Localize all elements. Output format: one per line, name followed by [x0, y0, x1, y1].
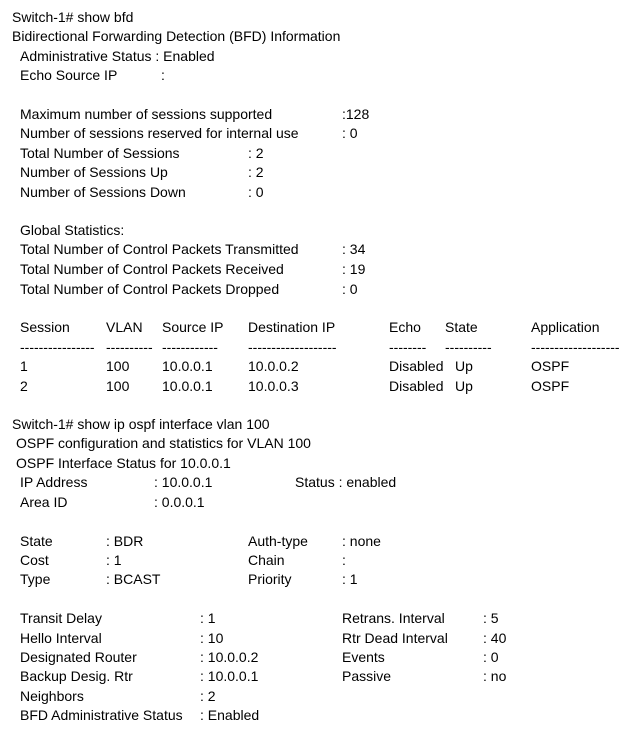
cell-vlan: 100: [106, 378, 130, 394]
retrans-interval-label: Retrans. Interval: [342, 610, 445, 626]
col-header-session: Session: [20, 319, 70, 335]
cell-source-ip: 10.0.0.1: [162, 358, 213, 374]
max-sessions-value: :128: [342, 106, 370, 122]
backup-desig-rtr-label: Backup Desig. Rtr: [20, 668, 133, 684]
ip-address-label: IP Address: [20, 474, 88, 490]
sessions-down-label: Number of Sessions Down: [20, 184, 186, 200]
cell-destination-ip: 10.0.0.2: [248, 358, 299, 374]
cell-application: OSPF: [531, 378, 570, 394]
area-id-label: Area ID: [20, 494, 68, 510]
auth-type-label: Auth-type: [248, 533, 308, 549]
rtr-dead-interval-label: Rtr Dead Interval: [342, 630, 448, 646]
global-stats-heading: Global Statistics:: [20, 222, 125, 238]
retrans-interval-value: : 5: [483, 610, 499, 626]
bfd-admin-status: Administrative Status : Enabled: [20, 48, 215, 64]
cost-label: Cost: [20, 552, 49, 568]
col-header-application: Application: [531, 319, 600, 335]
cell-state: Up: [455, 358, 473, 374]
sessions-up-value: : 2: [248, 164, 264, 180]
transit-delay-value: : 1: [200, 610, 216, 626]
echo-source-label: Echo Source IP: [20, 67, 118, 83]
passive-label: Passive: [342, 668, 392, 684]
state-value: : BDR: [106, 533, 144, 549]
bfd-admin-status-label: BFD Administrative Status: [20, 707, 183, 723]
col-divider-source-ip: ------------: [162, 339, 218, 355]
events-label: Events: [342, 649, 385, 665]
bfd-command-line: Switch-1# show bfd: [12, 9, 134, 25]
col-divider-session: ----------------: [20, 339, 95, 355]
col-divider-application: -------------------: [531, 339, 620, 355]
priority-value: : 1: [342, 571, 358, 587]
ctrl-tx-value: : 34: [342, 241, 366, 257]
priority-label: Priority: [248, 571, 292, 587]
sessions-up-label: Number of Sessions Up: [20, 164, 168, 180]
col-header-vlan: VLAN: [106, 319, 143, 335]
col-divider-echo: --------: [389, 339, 427, 355]
col-divider-state: ----------: [445, 339, 492, 355]
neighbors-label: Neighbors: [20, 688, 84, 704]
total-sessions-label: Total Number of Sessions: [20, 145, 180, 161]
backup-desig-rtr-value: : 10.0.0.1: [200, 668, 259, 684]
bfd-admin-status-value: : Enabled: [200, 707, 260, 723]
type-label: Type: [20, 571, 51, 587]
reserved-sessions-value: : 0: [342, 125, 358, 141]
bfd-heading: Bidirectional Forwarding Detection (BFD) Information: [12, 28, 341, 44]
cell-echo: Disabled: [389, 378, 444, 394]
cell-application: OSPF: [531, 358, 570, 374]
cell-echo: Disabled: [389, 358, 444, 374]
designated-router-value: : 10.0.0.2: [200, 649, 259, 665]
events-value: : 0: [483, 649, 499, 665]
chain-value: :: [342, 552, 346, 568]
passive-value: : no: [483, 668, 507, 684]
ctrl-drop-value: : 0: [342, 281, 358, 297]
max-sessions-label: Maximum number of sessions supported: [20, 106, 273, 122]
cell-state: Up: [455, 378, 473, 394]
col-header-destination-ip: Destination IP: [248, 319, 336, 335]
col-divider-vlan: ----------: [106, 339, 153, 355]
area-id-value: : 0.0.0.1: [154, 494, 205, 510]
ctrl-tx-label: Total Number of Control Packets Transmitted: [20, 241, 299, 257]
cell-source-ip: 10.0.0.1: [162, 378, 213, 394]
hello-interval-value: : 10: [200, 630, 224, 646]
col-divider-destination-ip: -------------------: [248, 339, 337, 355]
type-value: : BCAST: [106, 571, 161, 587]
ctrl-rx-label: Total Number of Control Packets Received: [20, 261, 284, 277]
hello-interval-label: Hello Interval: [20, 630, 102, 646]
echo-source-value: :: [161, 67, 165, 83]
cell-destination-ip: 10.0.0.3: [248, 378, 299, 394]
state-label: State: [20, 533, 53, 549]
ospf-config-heading: OSPF configuration and statistics for VLAN 100: [16, 435, 311, 451]
ip-address-value: : 10.0.0.1: [154, 474, 213, 490]
sessions-down-value: : 0: [248, 184, 264, 200]
cell-session: 1: [20, 358, 28, 374]
chain-label: Chain: [248, 552, 285, 568]
reserved-sessions-label: Number of sessions reserved for internal use: [20, 125, 299, 141]
ospf-interface-status: OSPF Interface Status for 10.0.0.1: [16, 455, 231, 471]
auth-type-value: : none: [342, 533, 381, 549]
cell-session: 2: [20, 378, 28, 394]
ospf-command-line: Switch-1# show ip ospf interface vlan 100: [12, 416, 270, 432]
rtr-dead-interval-value: : 40: [483, 630, 507, 646]
neighbors-value: : 2: [200, 688, 216, 704]
cost-value: : 1: [106, 552, 122, 568]
ctrl-rx-value: : 19: [342, 261, 366, 277]
col-header-echo: Echo: [389, 319, 421, 335]
interface-status: Status : enabled: [295, 474, 397, 490]
col-header-source-ip: Source IP: [162, 319, 224, 335]
total-sessions-value: : 2: [248, 145, 264, 161]
ctrl-drop-label: Total Number of Control Packets Dropped: [20, 281, 280, 297]
cell-vlan: 100: [106, 358, 130, 374]
designated-router-label: Designated Router: [20, 649, 137, 665]
transit-delay-label: Transit Delay: [20, 610, 102, 626]
col-header-state: State: [445, 319, 478, 335]
